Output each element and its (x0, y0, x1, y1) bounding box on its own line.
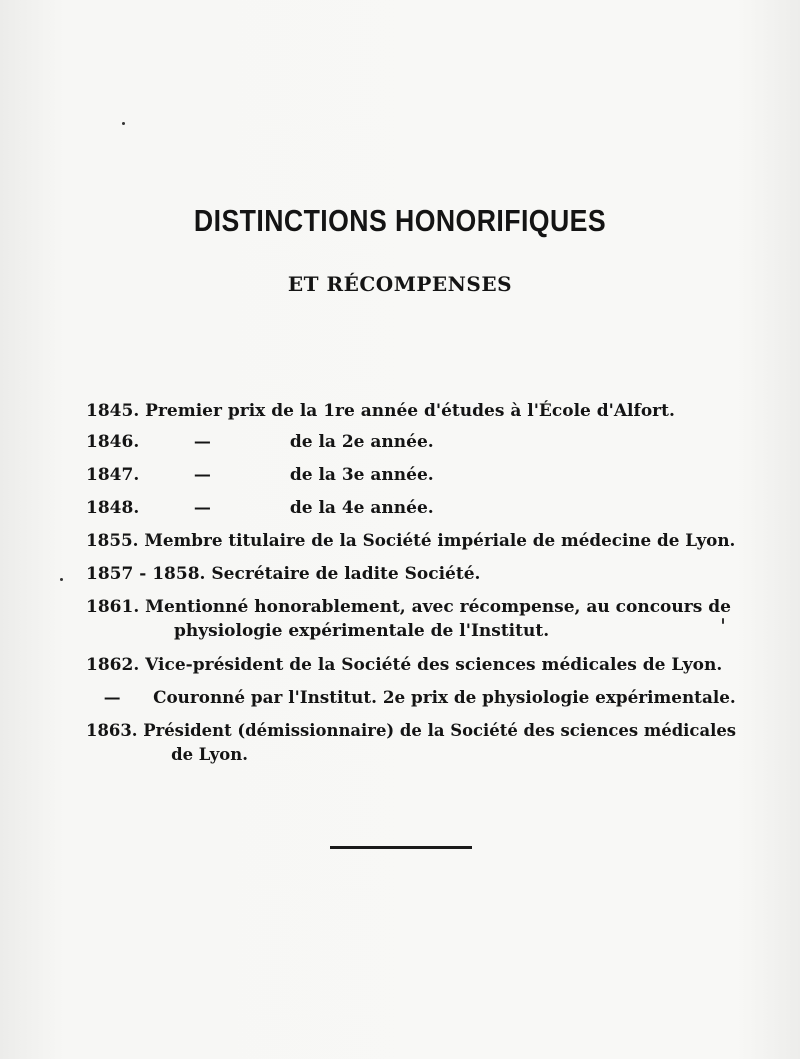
entry-text: de la 3e année. (289, 465, 434, 485)
entry-text: de la 2e année. (289, 432, 434, 452)
list-item (86, 462, 736, 488)
entry-year: 1862. (86, 655, 140, 675)
list-item (86, 561, 736, 587)
entry-year: 1847. (86, 465, 140, 485)
entry-text: Mentionné honorablement, avec récompense, au concours de (145, 597, 731, 617)
list-item (86, 594, 736, 641)
entry-continuation: physiologie expérimentale de l'Institut. (174, 621, 550, 641)
ditto-dash: — (193, 432, 211, 452)
entry-year: 1848. (86, 498, 140, 518)
entry-text: Couronné par l'Institut. 2e prix de physiologie expérimentale. (153, 688, 736, 708)
list-item (86, 685, 736, 711)
entry-year: 1857 - 1858. (86, 564, 206, 584)
closing-rule (330, 846, 472, 849)
list-item (86, 429, 736, 455)
list-item (86, 495, 736, 521)
entry-year: 1845. (86, 401, 140, 421)
entry-year: 1861. (86, 597, 140, 617)
list-item (86, 652, 736, 678)
entry-year: — (103, 688, 121, 708)
entry-year: 1846. (86, 432, 140, 452)
page-subtitle: ET RÉCOMPENSES (287, 272, 513, 296)
ditto-dash: — (193, 465, 211, 485)
entry-continuation: de Lyon. (171, 745, 248, 765)
ink-speck (60, 578, 63, 581)
list-item (86, 528, 736, 554)
entry-text: Président (démissionnaire) de la Société des sciences médicales (143, 721, 737, 741)
entry-year: 1863. (86, 721, 138, 741)
ink-speck (122, 122, 125, 125)
page-title: DISTINCTIONS HONORIFIQUES (193, 203, 607, 238)
ink-speck (722, 618, 724, 624)
entry-text: Membre titulaire de la Société impériale de médecine de Lyon. (144, 531, 736, 551)
entry-text: Premier prix de la 1re année d'études à l'École d'Alfort. (145, 401, 675, 421)
entry-year: 1855. (86, 531, 139, 551)
entry-text: Vice-président de la Société des sciences médicales de Lyon. (145, 655, 723, 675)
list-item (86, 398, 736, 424)
ditto-dash: — (193, 498, 211, 518)
entry-text: de la 4e année. (289, 498, 434, 518)
entry-text: Secrétaire de ladite Société. (211, 564, 481, 584)
list-item (86, 718, 737, 765)
